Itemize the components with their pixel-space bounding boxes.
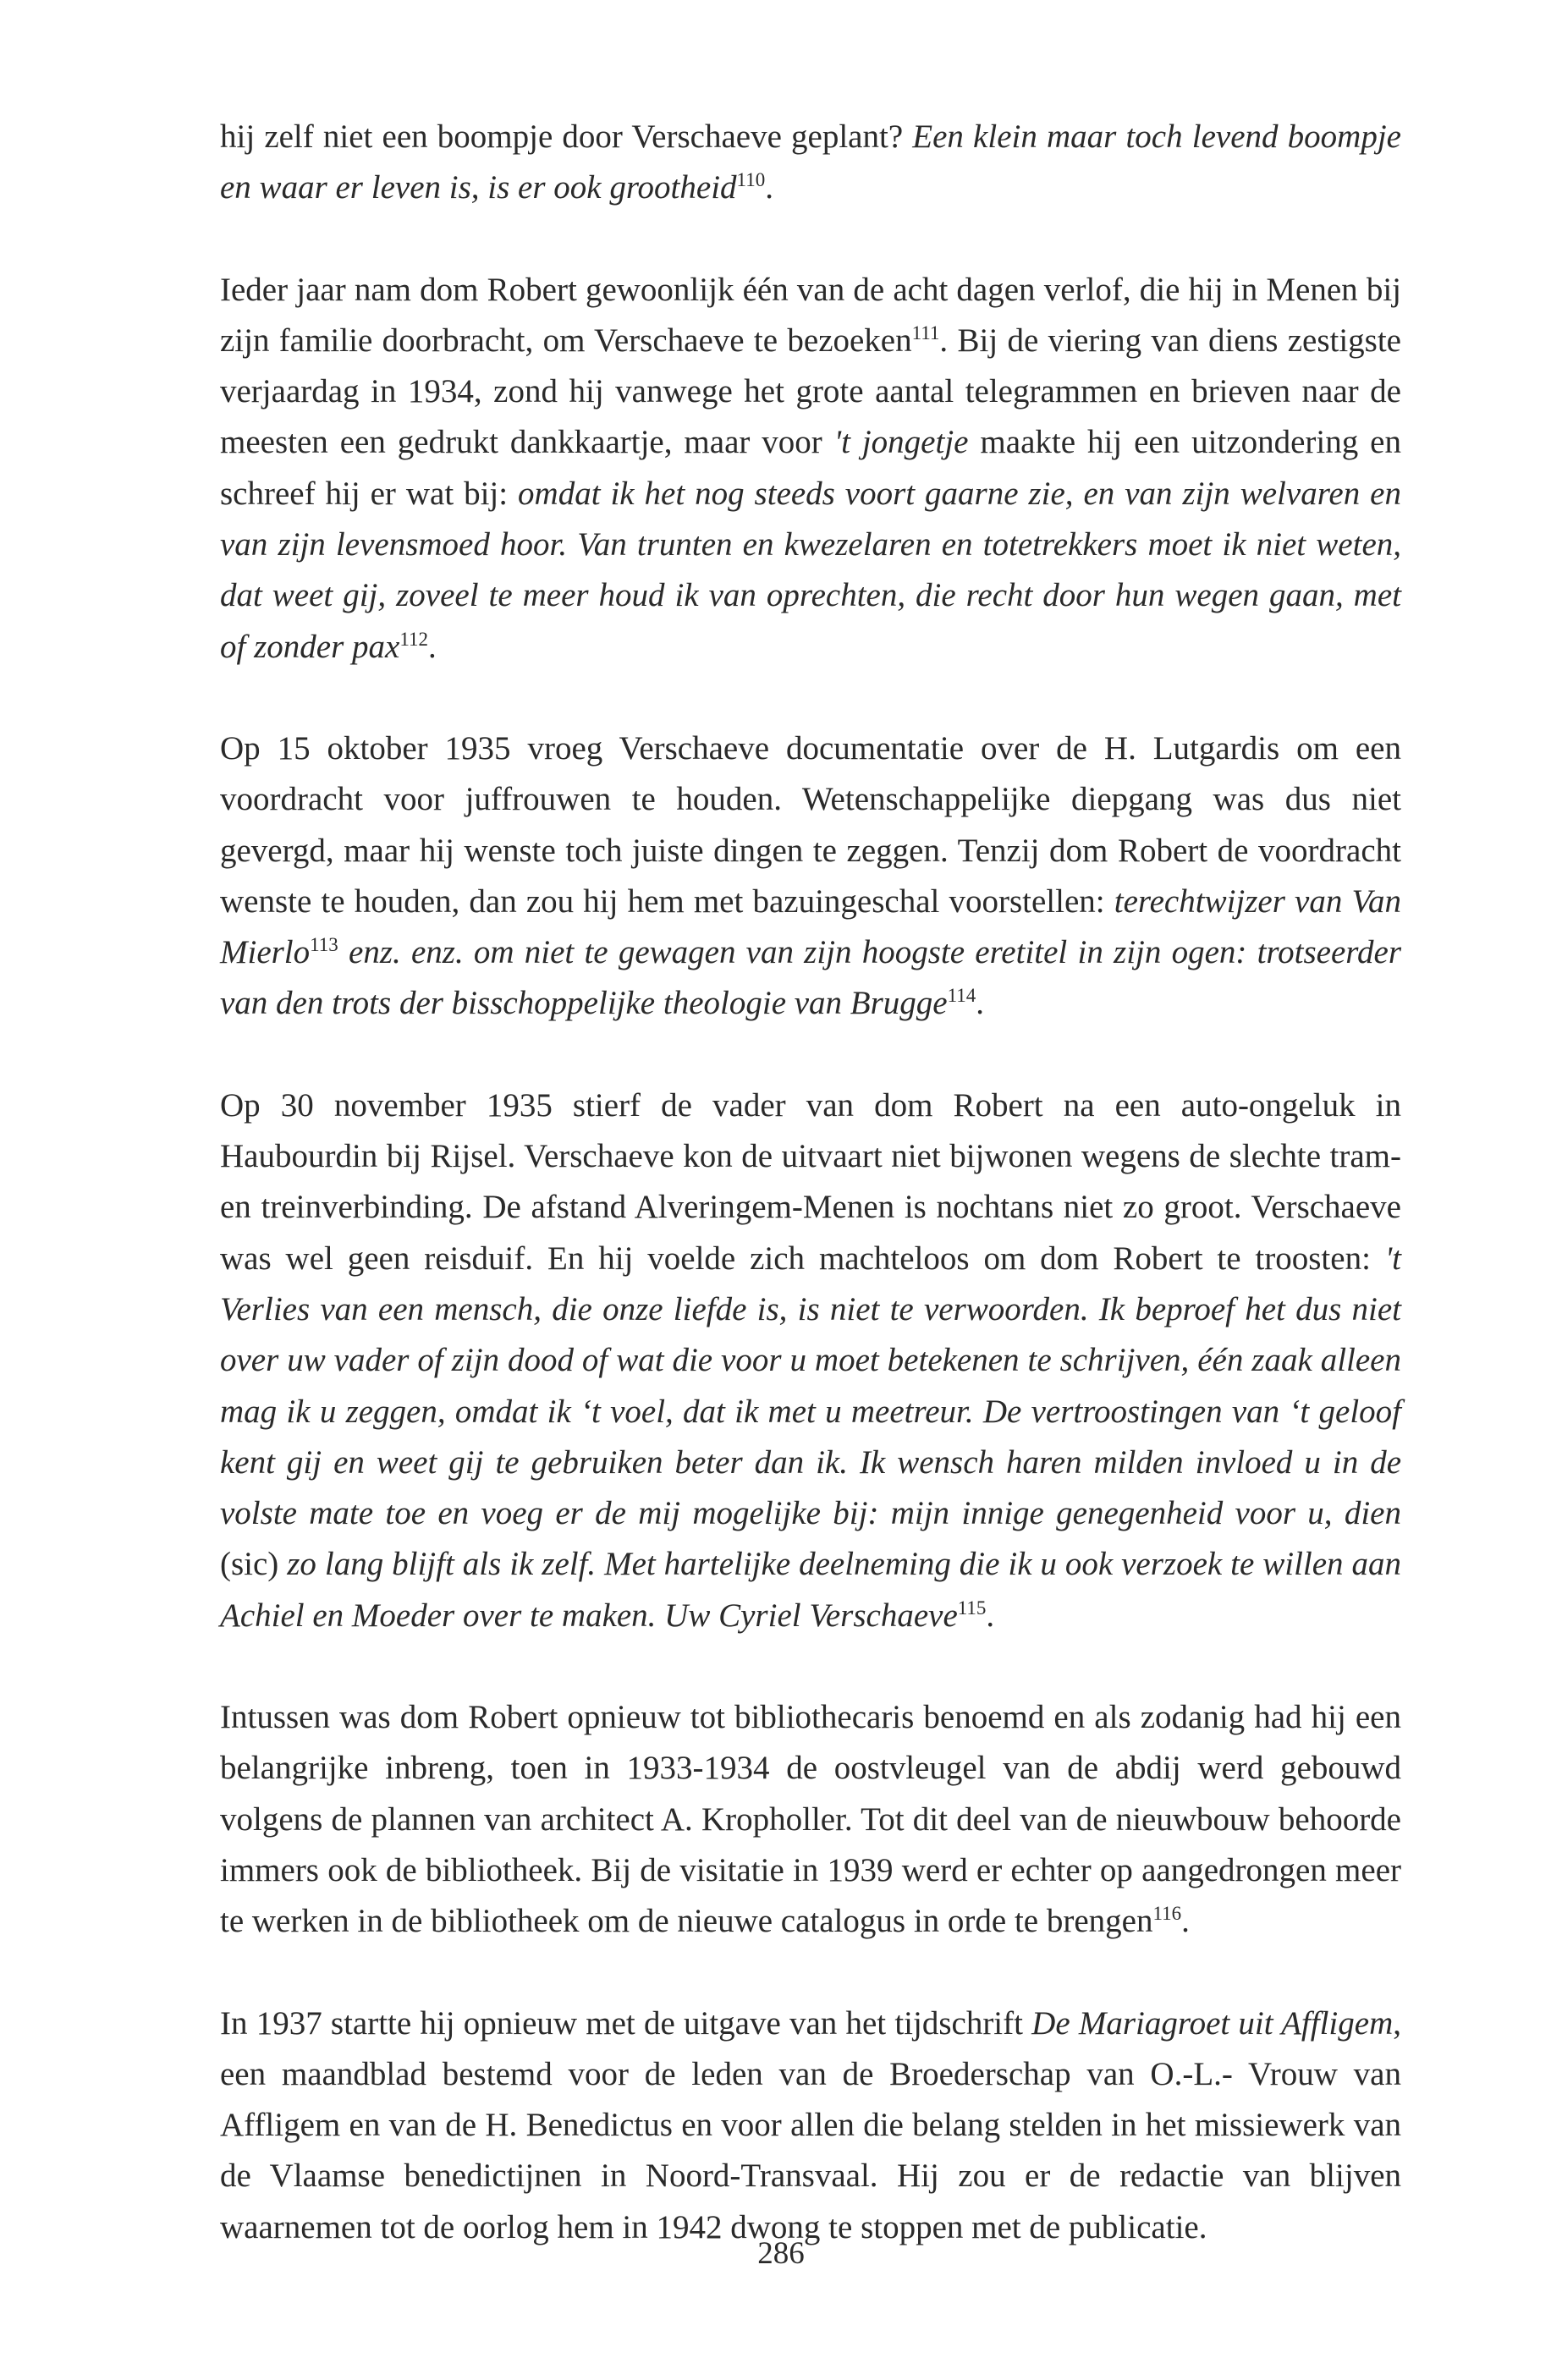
text-run: . xyxy=(427,628,437,665)
paragraph xyxy=(220,265,1401,673)
italic-text: 't jongetje xyxy=(833,424,969,461)
italic-text: Een klein maar toch levend boompje en waar er leven is, is er ook grootheid xyxy=(220,118,1401,206)
page-number: 286 xyxy=(757,2236,805,2271)
text-run: . xyxy=(1181,1903,1190,1940)
text-run: . xyxy=(765,169,773,206)
text-run: (sic) xyxy=(220,1546,279,1583)
paragraph xyxy=(220,1692,1401,1947)
text-run: . xyxy=(986,1597,995,1634)
italic-text: enz. enz. om niet te gewagen van zijn hoogste eretitel in zijn ogen: trotseerder van den trots der bisschoppelijke theologie van Brugge xyxy=(220,934,1401,1022)
footnote-ref: 110 xyxy=(736,169,766,191)
footnote-ref: 116 xyxy=(1152,1903,1182,1925)
text-run: Ieder jaar nam dom Robert gewoonlijk één van de acht dagen verlof, die hij in Menen bij zijn familie doorbracht, om Verschaeve te bezoeken xyxy=(220,271,1401,359)
italic-text: omdat ik het nog steeds voort gaarne zie, en van zijn welvaren en van zijn levensmoed hoor. Van trunten en kwezelaren en totetrekkers moet ik niet weten, dat weet gij, zoveel te meer houd ik van oprechten, die recht door hun wegen gaan, met of zonder pax xyxy=(220,475,1401,665)
text-run: In 1937 startte hij opnieuw met de uitgave van het tijdschrift xyxy=(220,2004,1032,2042)
text-run: . xyxy=(976,985,985,1022)
italic-text: zo lang blijft als ik zelf. Met hartelijke deelneming die ik u ook verzoek te willen aan Achiel en Moeder over te maken. Uw Cyriel Verschaeve xyxy=(220,1546,1401,1634)
footnote-ref: 112 xyxy=(399,628,428,650)
footnote-ref: 111 xyxy=(911,322,940,344)
text-run: . Bij de viering van diens zestigste verjaardag in 1934, zond hij vanwege het grote aantal telegrammen en brieven naar de meesten een gedrukt dankkaartje, maar voor xyxy=(220,322,1401,461)
paragraph xyxy=(220,1080,1401,1641)
paragraph xyxy=(220,723,1401,1030)
text-run: Op 30 november 1935 stierf de vader van dom Robert na een auto-ongeluk in Haubourdin bij Rijsel. Verschaeve kon de uitvaart niet bijwonen wegens de slechte tram- en treinverbinding. De afstand Alveringem-Menen is nochtans niet zo groot. Verschaeve was wel geen reisduif. En hij voelde zich machteloos om dom Robert te troosten: xyxy=(220,1086,1401,1277)
footnote-ref: 113 xyxy=(310,934,338,956)
text-run: Intussen was dom Robert opnieuw tot bibliothecaris benoemd en als zodanig had hij een belangrijke inbreng, toen in 1933-1934 de oostvleugel van de abdij werd gebouwd volgens de plannen van architect A. Kropholler. Tot dit deel van de nieuwbouw behoorde immers ook de bibliotheek. Bij de visitatie in 1939 werd er echter op aangedrongen meer te werken in de bibliotheek om de nieuwe catalogus in orde te brengen xyxy=(220,1699,1401,1940)
italic-text: De Mariagroet uit Affligem xyxy=(1031,2004,1394,2042)
text-run: , een maandblad bestemd voor de leden van de Broederschap van O.-L.- Vrouw van Affligem en van de H. Benedictus en voor allen die belang stelden in het missiewerk van de Vlaamse benedictijnen in Noord-Transvaal. Hij zou er de redactie van blijven waarnemen tot de oorlog hem in 1942 dwong te stoppen met de publicatie. xyxy=(220,2004,1401,2245)
footnote-ref: 114 xyxy=(947,985,976,1007)
text-run: maakte hij een uitzondering en schreef hij er wat bij: xyxy=(220,424,1401,512)
text-run: hij zelf niet een boompje door Verschaeve geplant? xyxy=(220,118,913,155)
page-body xyxy=(220,112,1401,2253)
italic-text: terechtwijzer van Van Mierlo xyxy=(220,882,1401,971)
footnote-ref: 115 xyxy=(957,1597,987,1619)
italic-text: 't Verlies van een mensch, die onze liefde is, is niet te verwoorden. Ik beproef het dus niet over uw vader of zijn dood of wat die voor u moet betekenen te schrijven, één zaak alleen mag ik u zeggen, omdat ik ‘t voel, dat ik met u meetreur. De vertroostingen van ‘t geloof kent gij en weet gij te gebruiken beter dan ik. Ik wensch haren milden invloed u in de volste mate toe en voeg er de mij mogelijke bij: mijn innige genegenheid voor u, dien xyxy=(220,1239,1401,1532)
text-run: Op 15 oktober 1935 vroeg Verschaeve documentatie over de H. Lutgardis om een voordracht voor juffrouwen te houden. Wetenschappelijke diepgang was dus niet gevergd, maar hij wenste toch juiste dingen te zeggen. Tenzij dom Robert de voordracht wenste te houden, dan zou hij hem met bazuingeschal voorstellen: xyxy=(220,729,1401,920)
paragraph xyxy=(220,1998,1401,2253)
paragraph xyxy=(220,112,1401,214)
